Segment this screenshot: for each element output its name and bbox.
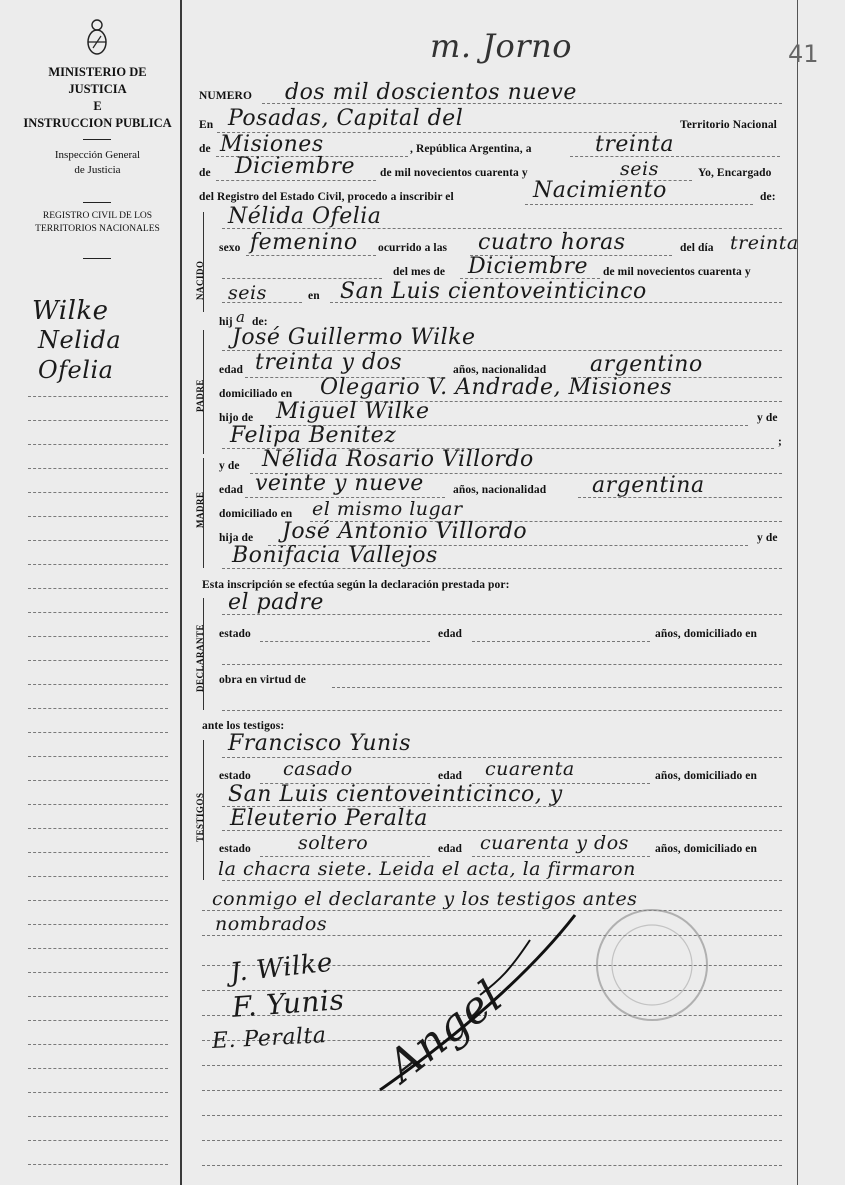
hw-en: Posadas, Capital del: [228, 106, 464, 131]
rule-closing-1: [222, 880, 782, 881]
sidebar-rule: [28, 1068, 168, 1069]
sidebar-rule: [28, 1116, 168, 1117]
label-estado-w2: estado: [219, 843, 251, 855]
label-dom-padre: domiciliado en: [219, 388, 293, 400]
sidebar-rule: [28, 1020, 168, 1021]
rule-sex: [246, 255, 376, 256]
label-de-parents: de:: [252, 316, 268, 328]
label-esta-inscripcion: Esta inscripción se efectúa según la declaración prestada por:: [202, 579, 510, 591]
sidebar-rule: [28, 780, 168, 781]
label-y-de-mother: y de: [219, 460, 240, 472]
sidebar-rule: [28, 1164, 168, 1165]
hw-birth-place: San Luis cientoveinticinco: [340, 279, 647, 304]
ministry-line-2: E: [93, 98, 102, 113]
top-signature: m. Jorno: [430, 27, 572, 65]
rule-edad-w2: [472, 856, 650, 857]
hw-witness2-name: Eleuterio Peralta: [230, 806, 428, 831]
signature-rule: [202, 1140, 782, 1141]
rule-estado-w2: [260, 856, 430, 857]
sidebar-rule: [28, 948, 168, 949]
inspection-header: [20, 148, 175, 178]
sidebar-rule: [28, 588, 168, 589]
label-edad-decl: edad: [438, 628, 463, 640]
hw-father-dom: Olegario V. Andrade, Misiones: [320, 375, 673, 400]
label-de-mil-nov: de mil novecientos cuarenta y: [603, 266, 751, 278]
hw-act: Nacimiento: [533, 178, 667, 203]
label-nac-padre: años, nacionalidad: [453, 364, 547, 376]
sidebar-rule: [28, 468, 168, 469]
hw-child-name: Nélida Ofelia: [228, 204, 382, 229]
hw-witness2-edad: cuarenta y dos: [480, 832, 629, 854]
label-nac-madre: años, nacionalidad: [453, 484, 547, 496]
hw-mother-dom: el mismo lugar: [312, 498, 463, 520]
label-testigos: TESTIGOS: [195, 792, 205, 842]
sidebar-rule: [28, 564, 168, 565]
label-en: En: [199, 119, 214, 131]
sidebar-rule: [28, 420, 168, 421]
sidebar-rule: [28, 396, 168, 397]
label-padre: PADRE: [195, 379, 205, 412]
hw-father-age: treinta y dos: [255, 350, 403, 375]
hw-father-nat: argentino: [590, 352, 703, 377]
label-obra-virtud: obra en virtud de: [219, 674, 306, 686]
header-divider-3: [83, 258, 111, 259]
label-anos-dom-decl: años, domiciliado en: [655, 628, 758, 640]
label-sexo: sexo: [219, 242, 241, 254]
hw-father-father: Miguel Wilke: [276, 399, 430, 424]
ministry-header: [20, 64, 175, 132]
right-edge-line: [797, 0, 798, 1185]
signature-witness2: E. Peralta: [211, 1023, 328, 1054]
hw-year: seis: [620, 158, 659, 180]
sidebar-rule: [28, 972, 168, 973]
sidebar-rule: [28, 1092, 168, 1093]
label-edad-w2: edad: [438, 843, 463, 855]
header-divider-1: [83, 139, 111, 140]
label-del-dia: del día: [680, 242, 714, 254]
sidebar-rule: [28, 1140, 168, 1141]
label-del-mes: del mes de: [393, 266, 446, 278]
rule-estado-decl: [260, 641, 430, 642]
hw-hour: cuatro horas: [478, 230, 626, 255]
sidebar-rule: [28, 612, 168, 613]
sidebar-rule: [28, 900, 168, 901]
rule-mother-mother: [222, 568, 782, 569]
label-de: de: [199, 143, 211, 155]
hw-mother-mother: Bonifacia Vallejos: [232, 543, 438, 568]
rule-obra-2: [222, 710, 782, 711]
label-ocurrido: ocurrido a las: [378, 242, 448, 254]
hw-numero: dos mil doscientos nueve: [285, 80, 577, 105]
sidebar-rule: [28, 660, 168, 661]
label-de-colon: de:: [760, 191, 776, 203]
page-number: 41: [788, 40, 819, 68]
hw-month: Diciembre: [235, 154, 356, 179]
hw-mother-age: veinte y nueve: [255, 471, 424, 496]
sidebar-rule: [28, 516, 168, 517]
hw-father-name: José Guillermo Wilke: [232, 325, 476, 350]
sidebar-rule: [28, 852, 168, 853]
signature-rule: [202, 1115, 782, 1116]
hw-closing-2: conmigo el declarante y los testigos antes: [212, 888, 638, 910]
ministry-line-1: MINISTERIO DE JUSTICIA: [48, 65, 147, 96]
label-estado-decl: estado: [219, 628, 251, 640]
hw-province: Misiones: [220, 132, 324, 157]
hw-birth-day: treinta: [730, 232, 799, 254]
label-declarante: DECLARANTE: [195, 623, 205, 692]
label-yo-encargado: Yo, Encargado: [698, 167, 772, 179]
sidebar-rule: [28, 996, 168, 997]
ministry-line-3: INSTRUCCION PUBLICA: [23, 115, 172, 130]
signature-father: J. Wilke: [228, 947, 335, 989]
inspection-line-1: Inspección General: [54, 149, 141, 161]
header-divider-2: [83, 202, 111, 203]
label-mil-nov: de mil novecientos cuarenta y: [380, 167, 528, 179]
sidebar-rule: [28, 492, 168, 493]
hw-witness1-estado: casado: [283, 758, 353, 780]
sidebar-rule: [28, 804, 168, 805]
inspection-line-2: de Justicia: [74, 163, 121, 176]
sidebar-rule: [28, 636, 168, 637]
official-stamp-icon: [592, 905, 712, 1025]
hw-hija-suffix: a: [236, 308, 246, 326]
label-territorio: Territorio Nacional: [680, 119, 777, 131]
margin-note-surname: Wilke: [32, 296, 109, 326]
sidebar-rule: [28, 876, 168, 877]
label-y-de-1: y de: [757, 412, 778, 424]
label-numero: NUMERO: [199, 90, 252, 102]
margin-note-first-name: Nelida: [38, 326, 122, 354]
rule-month: [216, 180, 376, 181]
label-y-de-2: y de: [757, 532, 778, 544]
label-registro: del Registro del Estado Civil, procedo a inscribir el: [199, 191, 454, 203]
label-hij: hij: [219, 316, 233, 328]
sidebar-rule: [28, 708, 168, 709]
rule-act: [525, 204, 753, 205]
label-nacido: NACIDO: [195, 260, 205, 300]
label-hija-de: hija de: [219, 532, 254, 544]
hw-witness1-dom: San Luis cientoveinticinco, y: [228, 782, 563, 807]
registry-line-1: REGISTRO CIVIL DE LOS: [42, 211, 153, 221]
hw-day: treinta: [595, 132, 675, 157]
registry-line-2: TERRITORIOS NACIONALES: [35, 223, 160, 234]
label-republica: , República Argentina, a: [410, 143, 532, 155]
sidebar-rule: [28, 684, 168, 685]
hw-mother-father: José Antonio Villordo: [282, 519, 528, 544]
label-edad-madre: edad: [219, 484, 244, 496]
hw-closing-1: la chacra siete. Leida el acta, la firmaron: [218, 858, 636, 880]
label-en-place: en: [308, 290, 320, 302]
sidebar-rule: [28, 732, 168, 733]
label-semicolon: ;: [778, 436, 782, 448]
signature-witness1: F. Yunis: [230, 983, 346, 1024]
label-edad-padre: edad: [219, 364, 244, 376]
sidebar-rule: [28, 540, 168, 541]
hw-birth-year: seis: [228, 282, 267, 304]
signature-registrar: Angel: [377, 971, 513, 1092]
registry-header: [15, 210, 180, 236]
label-de-month: de: [199, 167, 211, 179]
hw-birth-month: Diciembre: [468, 254, 589, 279]
hw-sex: femenino: [250, 230, 358, 255]
signature-rule: [202, 1165, 782, 1166]
rule-edad-decl: [472, 641, 650, 642]
rule-obra: [332, 687, 782, 688]
hw-declarant: el padre: [228, 590, 324, 615]
label-dom-madre: domiciliado en: [219, 508, 293, 520]
label-ante-testigos: ante los testigos:: [202, 720, 285, 732]
hw-mother-nat: argentina: [592, 473, 705, 498]
hw-witness2-estado: soltero: [298, 832, 369, 854]
column-divider: [180, 0, 182, 1185]
rule-decl-dom: [222, 664, 782, 665]
sidebar-rule: [28, 756, 168, 757]
label-anos-dom-w1: años, domiciliado en: [655, 770, 758, 782]
coat-of-arms-icon: [86, 18, 108, 56]
sidebar-rule: [28, 444, 168, 445]
sidebar-rule: [28, 924, 168, 925]
margin-note-middle-name: Ofelia: [38, 356, 114, 384]
label-anos-dom-w2: años, domiciliado en: [655, 843, 758, 855]
hw-witness1-edad: cuarenta: [485, 758, 575, 780]
label-edad-w1: edad: [438, 770, 463, 782]
sidebar-rule: [28, 1044, 168, 1045]
hw-mother-name: Nélida Rosario Villordo: [262, 447, 534, 472]
signature-flourish-icon: [360, 900, 600, 1100]
hw-father-mother: Felipa Benitez: [230, 423, 397, 448]
sidebar-rule: [28, 828, 168, 829]
label-hijo-de: hijo de: [219, 412, 254, 424]
hw-witness1-name: Francisco Yunis: [228, 731, 412, 756]
hw-closing-3: nombrados: [215, 913, 328, 935]
label-estado-w1: estado: [219, 770, 251, 782]
label-madre: MADRE: [195, 491, 205, 528]
